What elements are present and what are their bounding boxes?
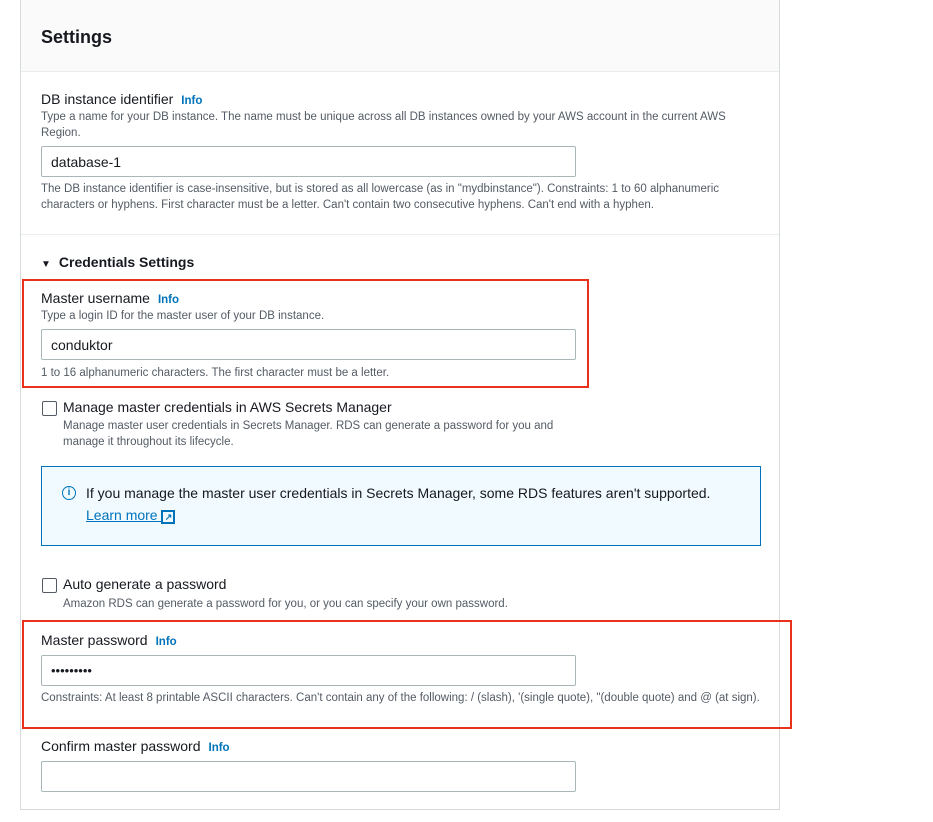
alert-text: If you manage the master user credentials in Secrets Manager, some RDS features aren't supported.: [86, 485, 711, 501]
info-link[interactable]: Info: [157, 294, 180, 306]
auto-generate-description: Amazon RDS can generate a password for you, or you can specify your own password.: [63, 598, 508, 610]
db-identifier-description: Type a name for your DB instance. The name must be unique across all DB instances owned by your AWS account in the current AWS Region.: [41, 111, 726, 139]
info-link[interactable]: Info: [181, 95, 203, 107]
auto-generate-checkbox[interactable]: [42, 578, 57, 593]
confirm-password-label: [41, 738, 230, 754]
info-circle-icon: i: [62, 486, 76, 500]
db-identifier-constraint: The DB instance identifier is case-insensitive, but is stored as all lowercase (as in "mydbinstance"). Constraints: 1 to 60 alphanumeric characters or hyphens. First character must be a letter. Can't contain two consecutive hyphens. Can't end with a hyphen.: [41, 183, 720, 211]
link-text: Learn more: [86, 507, 158, 523]
label-text: Master password: [41, 632, 148, 648]
credentials-settings-toggle[interactable]: [41, 254, 194, 270]
settings-title: Settings: [41, 27, 113, 47]
secrets-manager-label[interactable]: Manage master credentials in AWS Secrets Manager: [63, 399, 392, 415]
credentials-title: Credentials Settings: [58, 254, 195, 270]
caret-down-icon: ▼: [41, 259, 51, 270]
secrets-manager-description: Manage master user credentials in Secrets Manager. RDS can generate a password for you and manage it throughout its lifecycle.: [63, 420, 554, 448]
master-password-constraint: Constraints: At least 8 printable ASCII characters. Can't contain any of the following: / (slash), '(single quote), "(double quote) and @ (at sign).: [41, 692, 760, 704]
master-password-input[interactable]: •••••••••: [41, 655, 576, 686]
db-identifier-label: [41, 91, 202, 107]
info-link[interactable]: Info: [155, 636, 177, 648]
confirm-password-input[interactable]: [41, 761, 576, 792]
external-link-icon: ↗: [161, 510, 175, 524]
info-alert: [41, 466, 761, 546]
learn-more-link[interactable]: [86, 507, 175, 524]
info-link[interactable]: Info: [208, 742, 230, 754]
label-text: Confirm master password: [41, 738, 201, 754]
highlight-password: [22, 620, 792, 729]
auto-generate-label[interactable]: Auto generate a password: [63, 576, 227, 592]
db-identifier-input[interactable]: [41, 146, 576, 177]
label-text: Master username: [41, 290, 150, 306]
highlight-username: [22, 279, 589, 388]
secrets-manager-checkbox[interactable]: [42, 401, 57, 416]
master-username-description: Type a login ID for the master user of your DB instance.: [41, 310, 325, 322]
label-text: DB instance identifier: [41, 91, 174, 107]
settings-header: [21, 0, 779, 72]
master-username-constraint: 1 to 16 alphanumeric characters. The first character must be a letter.: [41, 367, 390, 379]
divider: [21, 234, 779, 235]
